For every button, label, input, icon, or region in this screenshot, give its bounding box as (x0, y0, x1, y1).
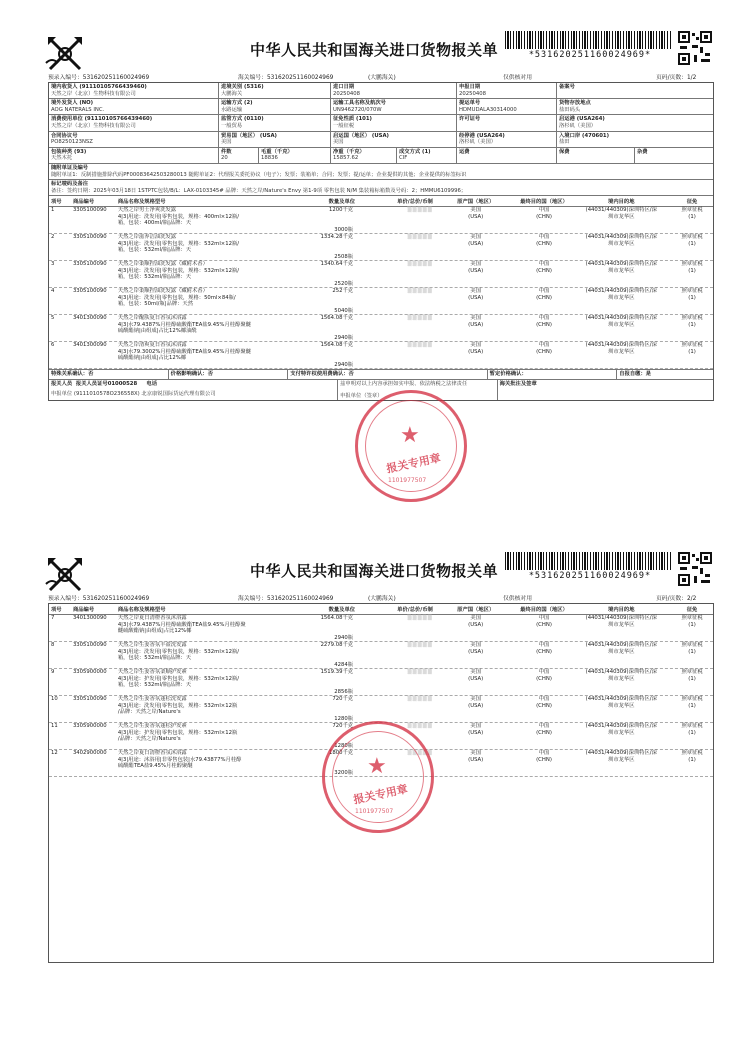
vessel: UN9462720/070W (333, 106, 382, 113)
destination-country: 中国 (CHN) (536, 342, 552, 355)
customs-remarks: 海关批注及签章 (499, 380, 537, 387)
col-header: 征免 (686, 199, 698, 206)
declaration-grid (48, 82, 714, 401)
stamp-text: 报关专用章 (385, 451, 442, 476)
field-label: 消费使用单位 (91110105766439460) (51, 116, 153, 123)
field-label: 净重（千克） (333, 148, 365, 155)
field-label: 境内收货人 (91110105766439460) (51, 84, 147, 90)
col-header: 原产国（地区） (457, 199, 495, 206)
item-name: 天然之岸清爽夏日香氛沐浴露 4|3|水79.3002%月桂醇硫酸酯TEA盐9.45%月桂醇聚醚 硫酸酯钠|由组成|占比12%椰 (117, 342, 251, 362)
field-label: 经停港 (USA264) (459, 132, 505, 139)
destination-country: 中国 (CHN) (536, 723, 552, 736)
barcode (505, 552, 671, 570)
for-review: 仅供核对用 (503, 596, 532, 602)
hs-code: 3401300090 (72, 342, 107, 349)
domestic-destination: (44031/440309)深圳特区/深 圳市龙华区 (585, 669, 657, 682)
quantity-weight: 1519.39千克 (320, 669, 354, 675)
destination-country: 中国 (CHN) (536, 696, 552, 709)
pieces: 20 (221, 155, 228, 162)
declare-date: 20250408 (459, 90, 486, 97)
col-header: 数量及单位 (328, 199, 356, 206)
customs-seal-stamp: ★ 报关专用章 1101977507 (355, 390, 467, 502)
col-header: 商品编号 (72, 607, 95, 613)
item-number: 4 (51, 288, 55, 295)
origin-country: 美国 (USA) (468, 207, 484, 220)
consumer-unit: 天然之岸（北京）生物科技有限公司 (51, 122, 136, 129)
field-label: 合同协议号 (51, 132, 78, 139)
table-row (49, 342, 713, 369)
quantity (265, 207, 357, 233)
domestic-destination: (44031/440309)深圳特区/深 圳市龙华区 (585, 207, 657, 220)
origin-country: 美国 (USA) (468, 234, 484, 247)
unit-price: ▒▒▒▒▒ (407, 288, 433, 295)
trade-terms: CIF (399, 155, 408, 162)
qr-code-icon (678, 31, 712, 65)
hs-code: 3305100090 (72, 261, 107, 268)
customs-emblem-icon (44, 33, 86, 75)
levy-nature: 一般征税 (333, 122, 355, 129)
col-header: 商品名称及规格型号 (117, 607, 166, 613)
quantity-weight: 1564.08千克 (320, 315, 354, 322)
unit-price: ▒▒▒▒▒ (407, 261, 433, 268)
quantity-count: 2940瓶 (334, 634, 354, 641)
tax-treatment: 照章征税 (1) (681, 234, 703, 247)
field-label: 启运国（地区） (USA) (333, 132, 389, 139)
field-label: 监管方式 (0110) (221, 116, 264, 123)
field-label: 运费 (459, 148, 470, 155)
tax-treatment: 照章征税 (1) (681, 261, 703, 274)
header-line (48, 593, 714, 602)
quantity-weight: 2279.08千克 (320, 642, 354, 648)
departure-port: 洛杉矶（美国） (559, 122, 597, 129)
pre-entry-no: 预录入编号：531620251160024969 (48, 75, 150, 81)
field-label: 杂费 (637, 148, 648, 155)
unit-price: ▒▒▒▒▒ (407, 669, 433, 675)
destination-country: 中国 (CHN) (536, 315, 552, 328)
tax-treatment: 照章征税 (1) (681, 315, 703, 328)
quantity-count: 1280瓶 (334, 742, 354, 749)
destination-country: 中国 (CHN) (536, 207, 552, 220)
stamp-number: 1101977507 (355, 808, 394, 815)
origin-country: 美国 (USA) (468, 696, 484, 709)
field-label: 进境关别 (5316) (221, 84, 264, 90)
field-label: 进口日期 (333, 84, 355, 90)
unit-price: ▒▒▒▒▒ (407, 615, 433, 621)
field-label: 随附单证及编号 (51, 164, 89, 171)
unit-price: ▒▒▒▒▒ (407, 342, 433, 349)
goods-table-header (49, 604, 713, 615)
royalty-confirm: 支付特许权使用费确认：否 (290, 371, 354, 378)
attached-docs: 随附单证1：反制措施排除代码PF00083642503280013 随附单证2：代理报关委托协议（电子）；发票；装箱单；合同；发票；提/运单；企业提供的其他；企业提供的标签标识 (51, 171, 467, 178)
quantity-weight: 720千克 (332, 696, 354, 702)
domestic-destination: (44031/440309)深圳特区/深 圳市龙华区 (585, 696, 657, 709)
item-name: 天然之岸生姜香氛丰盈洗发露 4|3|用途：洗发用|零售包装，规格：532ml×12瓶/ 箱，包装：532ml/瓶|品牌：天 (117, 642, 240, 661)
quantity (265, 696, 357, 722)
customs-emblem-icon (44, 554, 86, 596)
item-number: 2 (51, 234, 55, 241)
field-label: 境外发货人 (NO) (51, 100, 94, 107)
tax-treatment: 照章征税 (1) (681, 750, 703, 763)
item-name: 天然之岸醒肤夏日香氛沐浴露 4|3|水79.4387%月桂醇硫酸酯TEA盐9.45%月桂醇聚醚 硫酸酯钠|由组成|占比12%椰油酰 (117, 315, 251, 335)
col-header: 最终目的国（地区） (520, 607, 568, 613)
quantity (265, 669, 357, 695)
marks-remarks: 备注：签约日期：2025年03月18日 1STPTC包装/B/L：LAX-0103345# 品牌：天然之岸/Nature's Envy 第1-9项 零售包装 N/M 集装箱标箱数及号码：2；HMMU6109996； (51, 187, 467, 194)
hs-code: 3401300090 (72, 315, 107, 322)
hs-code: 3305100090 (72, 642, 107, 648)
quantity (265, 288, 357, 314)
trade-country: 美国 (221, 139, 232, 146)
quantity-weight: 1564.08千克 (320, 342, 354, 349)
field-label: 运输工具名称及航次号 (333, 100, 386, 107)
via-port: 洛杉矶（美国） (459, 139, 497, 146)
item-number: 12 (51, 750, 58, 756)
domestic-destination: (44031/440309)深圳特区/深 圳市龙华区 (585, 315, 657, 328)
quantity-weight: 720千克 (332, 723, 354, 729)
item-number: 5 (51, 315, 55, 322)
hs-code: 3305100090 (72, 207, 107, 214)
barcode-text: *531620251160024969* (528, 571, 652, 581)
quantity-weight: 1200千克 (328, 207, 354, 214)
page-count: 页码/页数：1/2 (656, 75, 697, 81)
item-number: 3 (51, 261, 55, 268)
field-label: 保费 (559, 148, 570, 155)
col-header: 单价/总价/币制 (397, 199, 433, 206)
special-relation: 特殊关系确认：否 (51, 371, 94, 378)
page-count: 页码/页数：2/2 (656, 596, 697, 602)
field-label: 运输方式 (2) (221, 100, 253, 107)
unit-price: ▒▒▒▒▒ (407, 207, 433, 214)
table-row (49, 696, 713, 723)
field-label: 申报日期 (459, 84, 481, 90)
qr-code-icon (678, 552, 712, 586)
hs-code: 3305100090 (72, 234, 107, 241)
hs-code: 3401300090 (72, 615, 107, 621)
item-name: 天然之岸生姜香氛蓬松护发素 4|3|用途：护发用|零售包装，规格：532ml×12瓶 /品牌：天然之岸/Nature's (117, 723, 238, 742)
destination-country: 中国 (CHN) (536, 642, 552, 655)
for-review: 仅供核对用 (503, 75, 532, 81)
quantity (265, 315, 357, 341)
storage-place: 盐田码头 (559, 106, 581, 113)
domestic-destination: (44031/440309)深圳特区/深 圳市龙华区 (585, 288, 657, 301)
item-number: 10 (51, 696, 58, 702)
quantity-count: 2520瓶 (334, 280, 354, 287)
customs-no: 海关编号：531620251160024969 (238, 75, 334, 81)
package-type: 天然木托 (51, 155, 73, 162)
domestic-destination: (44031/440309)深圳特区/深 圳市龙华区 (585, 723, 657, 736)
declaring-unit: 申报单位 (9111010578O236558X) 北京康锐国际货运代理有限公司 (51, 390, 216, 397)
item-number: 11 (51, 723, 58, 729)
header-line (48, 72, 714, 81)
origin-country: 美国 (USA) (468, 750, 484, 763)
item-number: 7 (51, 615, 55, 621)
entry-port: 大鹏海关 (221, 90, 243, 97)
destination-country: 中国 (CHN) (536, 261, 552, 274)
quantity (265, 261, 357, 287)
quantity (265, 234, 357, 260)
field-label: 贸易国（地区） (USA) (221, 132, 277, 139)
phone-label: 电话 (146, 380, 158, 387)
hs-code: 3305900000 (72, 723, 107, 729)
col-header: 征免 (686, 607, 698, 613)
quantity-weight: 1800千克 (328, 750, 354, 756)
net-weight: 15857.62 (333, 155, 359, 162)
goods-rows (49, 207, 713, 369)
col-header: 境内目的地 (608, 199, 635, 206)
col-header: 境内目的地 (608, 607, 635, 613)
item-number: 9 (51, 669, 55, 675)
stamp-text: 报关专用章 (352, 782, 409, 807)
quantity-count: 2856瓶 (334, 688, 354, 695)
goods-table-header (49, 196, 713, 207)
field-label: 成交方式 (1) (399, 148, 431, 155)
origin-country: 美国 (USA) (468, 669, 484, 682)
quantity (265, 342, 357, 368)
unit-price: ▒▒▒▒▒ (407, 750, 433, 756)
item-name: 天然之岸夏日清橙香氛沐浴露 4|3|水79.4387%月桂醇硫酸酯TEA盐9.45%月桂醇聚 醚硫酸酯钠|由组成|占比12%椰 (117, 615, 246, 634)
col-header: 项号 (51, 199, 62, 206)
quantity-weight: 1334.28千克 (320, 234, 354, 241)
legal-statement: 兹申明对以上内容承担如实申报、依法纳税之法律责任 (340, 380, 468, 387)
customs-no: 海关编号：531620251160024969 (238, 596, 334, 602)
field-label: 许可证号 (459, 116, 481, 123)
field-label: 启运港 (USA264) (559, 116, 605, 123)
table-row (49, 642, 713, 669)
declaration-page-1 (0, 25, 750, 484)
item-name: 天然之岸滋养洁油洗发露 4|3|用途：洗发用|零售包装，规格：532ml×12瓶/ 箱，包装：532ml/瓶|品牌：天 (117, 234, 240, 254)
tax-treatment: 照章征税 (1) (681, 288, 703, 301)
quantity-count: 5040瓶 (334, 307, 354, 314)
item-name: 天然之岸柔顺控油洗发露（藏附木香） 4|3|用途：洗发用|零售包装，规格：532ml×12瓶/ 箱，包装：532ml/瓶|品牌：天 (117, 261, 240, 281)
item-name: 天然之岸生姜香氛蓬松洗发露 4|3|用途：洗发用|零售包装，规格：532ml×12瓶 /品牌：天然之岸/Nature's (117, 696, 238, 715)
entry-place: 盐田 (559, 139, 570, 146)
quantity-count: 1280瓶 (334, 715, 354, 722)
price-impact: 价格影响确认：否 (170, 371, 214, 378)
table-row (49, 669, 713, 696)
customs-office: (大鹏海关) (368, 596, 396, 602)
origin-country: 美国 (USA) (468, 261, 484, 274)
hs-code: 3305100090 (72, 288, 107, 295)
domestic-destination: (44031/440309)深圳特区/深 圳市龙华区 (585, 234, 657, 247)
destination-country: 中国 (CHN) (536, 288, 552, 301)
tax-treatment: 照章征税 (1) (681, 723, 703, 736)
consignee: 天然之岸（北京）生物科技有限公司 (51, 90, 136, 97)
destination-country: 中国 (CHN) (536, 750, 552, 763)
quantity-weight: 252千克 (332, 288, 354, 295)
tax-treatment: 照章征税 (1) (681, 669, 703, 682)
col-header: 原产国（地区） (457, 607, 495, 613)
table-row (49, 207, 713, 234)
table-row (49, 234, 713, 261)
domestic-destination: (44031/440309)深圳特区/深 圳市龙华区 (585, 261, 657, 274)
quantity-count: 4284瓶 (334, 661, 354, 668)
field-label: 件数 (221, 148, 232, 155)
tax-treatment: 照章征税 (1) (681, 642, 703, 655)
field-label: 货物存放地点 (559, 100, 591, 107)
origin-country: 美国 (USA) (468, 342, 484, 355)
field-label: 标记唛码及备注 (51, 181, 89, 188)
col-header: 商品编号 (72, 199, 95, 206)
unit-price: ▒▒▒▒▒ (407, 642, 433, 648)
col-header: 项号 (51, 607, 62, 613)
quantity-weight: 1564.08千克 (320, 615, 354, 621)
origin-country: 美国 (USA) (468, 723, 484, 736)
item-number: 8 (51, 642, 55, 648)
destination-country: 中国 (CHN) (536, 234, 552, 247)
provisional-price: 暂定价格确认： (489, 371, 527, 378)
customs-seal-stamp: ★ 报关专用章 1101977507 (322, 721, 434, 833)
col-header: 商品名称及规格型号 (117, 199, 166, 206)
quantity-count: 2940瓶 (334, 361, 354, 368)
barcode-text: *531620251160024969* (528, 50, 652, 60)
destination-country: 中国 (CHN) (536, 669, 552, 682)
hs-code: 3305900000 (72, 669, 107, 675)
origin-country: 美国 (USA) (468, 288, 484, 301)
hs-code: 3402900000 (72, 750, 107, 756)
field-label: 毛重（千克） (261, 148, 293, 155)
pre-entry-no: 预录入编号：531620251160024969 (48, 596, 150, 602)
tax-treatment: 照章征税 (1) (681, 615, 703, 628)
item-number: 1 (51, 207, 55, 214)
quantity-count: 3200瓶 (334, 769, 354, 776)
unit-seal-label: 申报单位（签章） (340, 392, 383, 399)
gross-weight: 18836 (261, 155, 278, 162)
quantity-count: 2940瓶 (334, 334, 354, 341)
col-header: 最终目的国（地区） (520, 199, 568, 206)
import-date: 20250408 (333, 90, 360, 97)
quantity-count: 2508瓶 (334, 253, 354, 260)
item-name: 天然之岸夏日清橙香氛沐浴露 4|3|用途：沐浴用|非零售包装|水79.43877%月桂醇 硫酸酯TEA盐9.45%月桂醇聚醚 (117, 750, 242, 769)
page-title: 中华人民共和国海关进口货物报关单 (250, 562, 499, 580)
goods-table (49, 196, 713, 369)
declarant-no: 报关人员证号01000528 (75, 380, 138, 387)
hs-code: 3305100090 (72, 696, 107, 702)
item-name: 天然之岸生姜香氛柔顺护发素 4|3|用途：护发用|零售包装，规格：532ml×12瓶/ 箱，包装：532ml/瓶|品牌：天 (117, 669, 240, 688)
tax-treatment: 照章征税 (1) (681, 342, 703, 355)
unit-price: ▒▒▒▒▒ (407, 696, 433, 702)
domestic-destination: (44031/440309)深圳特区/深 圳市龙华区 (585, 642, 657, 655)
unit-price: ▒▒▒▒▒ (407, 723, 433, 729)
table-row (49, 615, 713, 642)
unit-price: ▒▒▒▒▒ (407, 315, 433, 322)
origin-country: 美国 (333, 139, 344, 146)
stamp-number: 1101977507 (388, 477, 427, 484)
consignor: AOG NATERALS INC. (51, 106, 105, 113)
field-label: 入境口岸 (470601) (559, 132, 609, 139)
unit-price: ▒▒▒▒▒ (407, 234, 433, 241)
quantity (265, 642, 357, 668)
domestic-destination: (44031/440309)深圳特区/深 圳市龙华区 (585, 750, 657, 763)
field-label: 包装种类 (93) (51, 148, 87, 155)
item-name: 天然之岸柔顺控油洗发露（藏附木香） 4|3|用途：洗发用|零售包装，规格：50ml×84瓶/ 箱，包装：50ml/瓶|品牌：天然 (117, 288, 236, 308)
field-label: 提运单号 (459, 100, 481, 107)
item-name: 天然之岸男士净爽洗发露 4|3|用途：洗发用|零售包装，规格：400ml×12瓶/ 箱，包装：400ml/瓶|品牌：天 (117, 207, 240, 227)
barcode (505, 31, 671, 49)
table-row (49, 261, 713, 288)
bill-of-lading: HDMUDALA30314000 (459, 106, 517, 113)
origin-country: 美国 (USA) (468, 615, 484, 628)
destination-country: 中国 (CHN) (536, 615, 552, 628)
origin-country: 美国 (USA) (468, 642, 484, 655)
declarant-label: 报关人员 (51, 380, 73, 387)
field-label: 备案号 (559, 84, 575, 90)
col-header: 数量及单位 (328, 607, 356, 613)
contract-no: PO8250123NSZ (51, 139, 93, 146)
quantity (265, 615, 357, 641)
self-declare: 自报自缴：是 (619, 371, 652, 378)
customs-office: (大鹏海关) (368, 75, 396, 81)
tax-treatment: 照章征税 (1) (681, 696, 703, 709)
origin-country: 美国 (USA) (468, 315, 484, 328)
transport-mode: 水路运输 (221, 106, 243, 113)
domestic-destination: (44031/440309)深圳特区/深 圳市龙华区 (585, 342, 657, 355)
supervision-mode: 一般贸易 (221, 122, 243, 129)
page-title: 中华人民共和国海关进口货物报关单 (250, 41, 499, 59)
quantity-count: 3000瓶 (334, 226, 354, 233)
tax-treatment: 照章征税 (1) (681, 207, 703, 220)
table-row (49, 315, 713, 342)
item-number: 6 (51, 342, 55, 349)
col-header: 单价/总价/币制 (397, 607, 433, 613)
quantity-weight: 1340.64千克 (320, 261, 354, 268)
table-row (49, 288, 713, 315)
declaration-page-2 (0, 546, 750, 966)
domestic-destination: (44031/440309)深圳特区/深 圳市龙华区 (585, 615, 657, 628)
field-label: 征免性质 (101) (333, 116, 372, 123)
